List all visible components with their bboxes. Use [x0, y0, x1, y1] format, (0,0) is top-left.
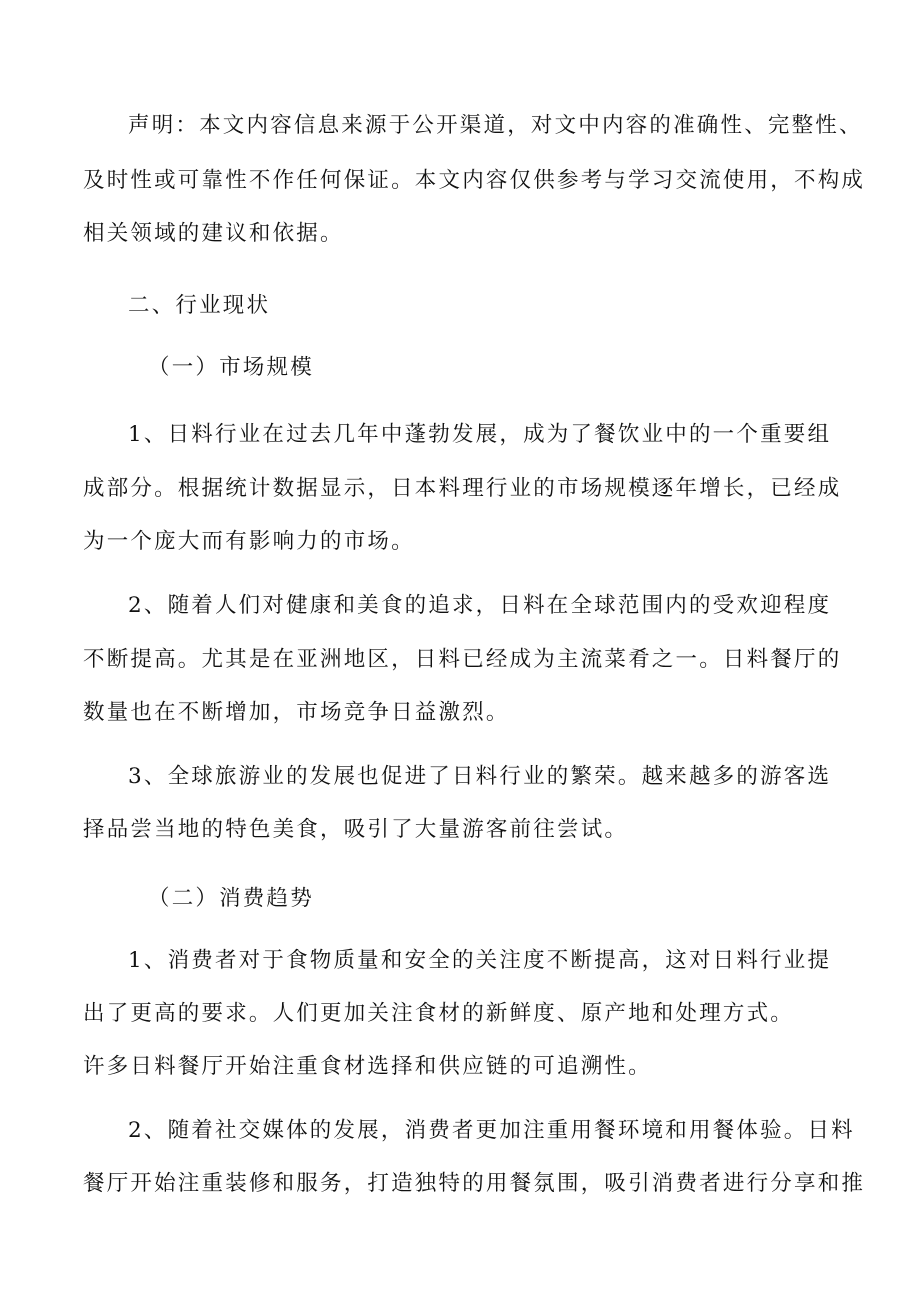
paragraph-line: 2、随着社交媒体的发展，消费者更加注重用餐环境和用餐体验。日料 — [128, 1118, 855, 1143]
paragraph-line: 2、随着人们对健康和美食的追求，日料在全球范围内的受欢迎程度 — [128, 593, 832, 618]
paragraph-line: 成部分。根据统计数据显示，日本料理行业的市场规模逐年增长，已经成 — [83, 476, 842, 501]
paragraph-line: 1、消费者对于食物质量和安全的关注度不断提高，这对日料行业提 — [128, 948, 832, 973]
paragraph-line: 3、全球旅游业的发展也促进了日料行业的繁荣。越来越多的游客选 — [128, 764, 832, 789]
disclaimer-line: 声明：本文内容信息来源于公开渠道，对文中内容的准确性、完整性、 — [128, 113, 863, 138]
paragraph-line: 不断提高。尤其是在亚洲地区，日料已经成为主流菜肴之一。日料餐厅的 — [83, 647, 842, 672]
paragraph-line: 出了更高的要求。人们更加关注食材的新鲜度、原产地和处理方式。 — [83, 1001, 795, 1026]
disclaimer-line: 相关领域的建议和依据。 — [83, 221, 344, 246]
subsection-heading-market: （一）市场规模 — [148, 355, 314, 380]
section-heading: 二、行业现状 — [128, 293, 271, 318]
paragraph-line: 1、日料行业在过去几年中蓬勃发展，成为了餐饮业中的一个重要组 — [128, 422, 832, 447]
disclaimer-line: 及时性或可靠性不作任何保证。本文内容仅供参考与学习交流使用，不构成 — [83, 168, 866, 193]
paragraph-line: 为一个庞大而有影响力的市场。 — [83, 529, 415, 554]
paragraph-line: 许多日料餐厅开始注重食材选择和供应链的可追溯性。 — [83, 1054, 652, 1079]
paragraph-line: 择品尝当地的特色美食，吸引了大量游客前往尝试。 — [83, 817, 629, 842]
paragraph-line: 餐厅开始注重装修和服务，打造独特的用餐氛围，吸引消费者进行分享和推 — [83, 1171, 866, 1196]
subsection-heading-consumption: （二）消费趋势 — [148, 886, 314, 911]
paragraph-line: 数量也在不断增加，市场竞争日益激烈。 — [83, 700, 510, 725]
